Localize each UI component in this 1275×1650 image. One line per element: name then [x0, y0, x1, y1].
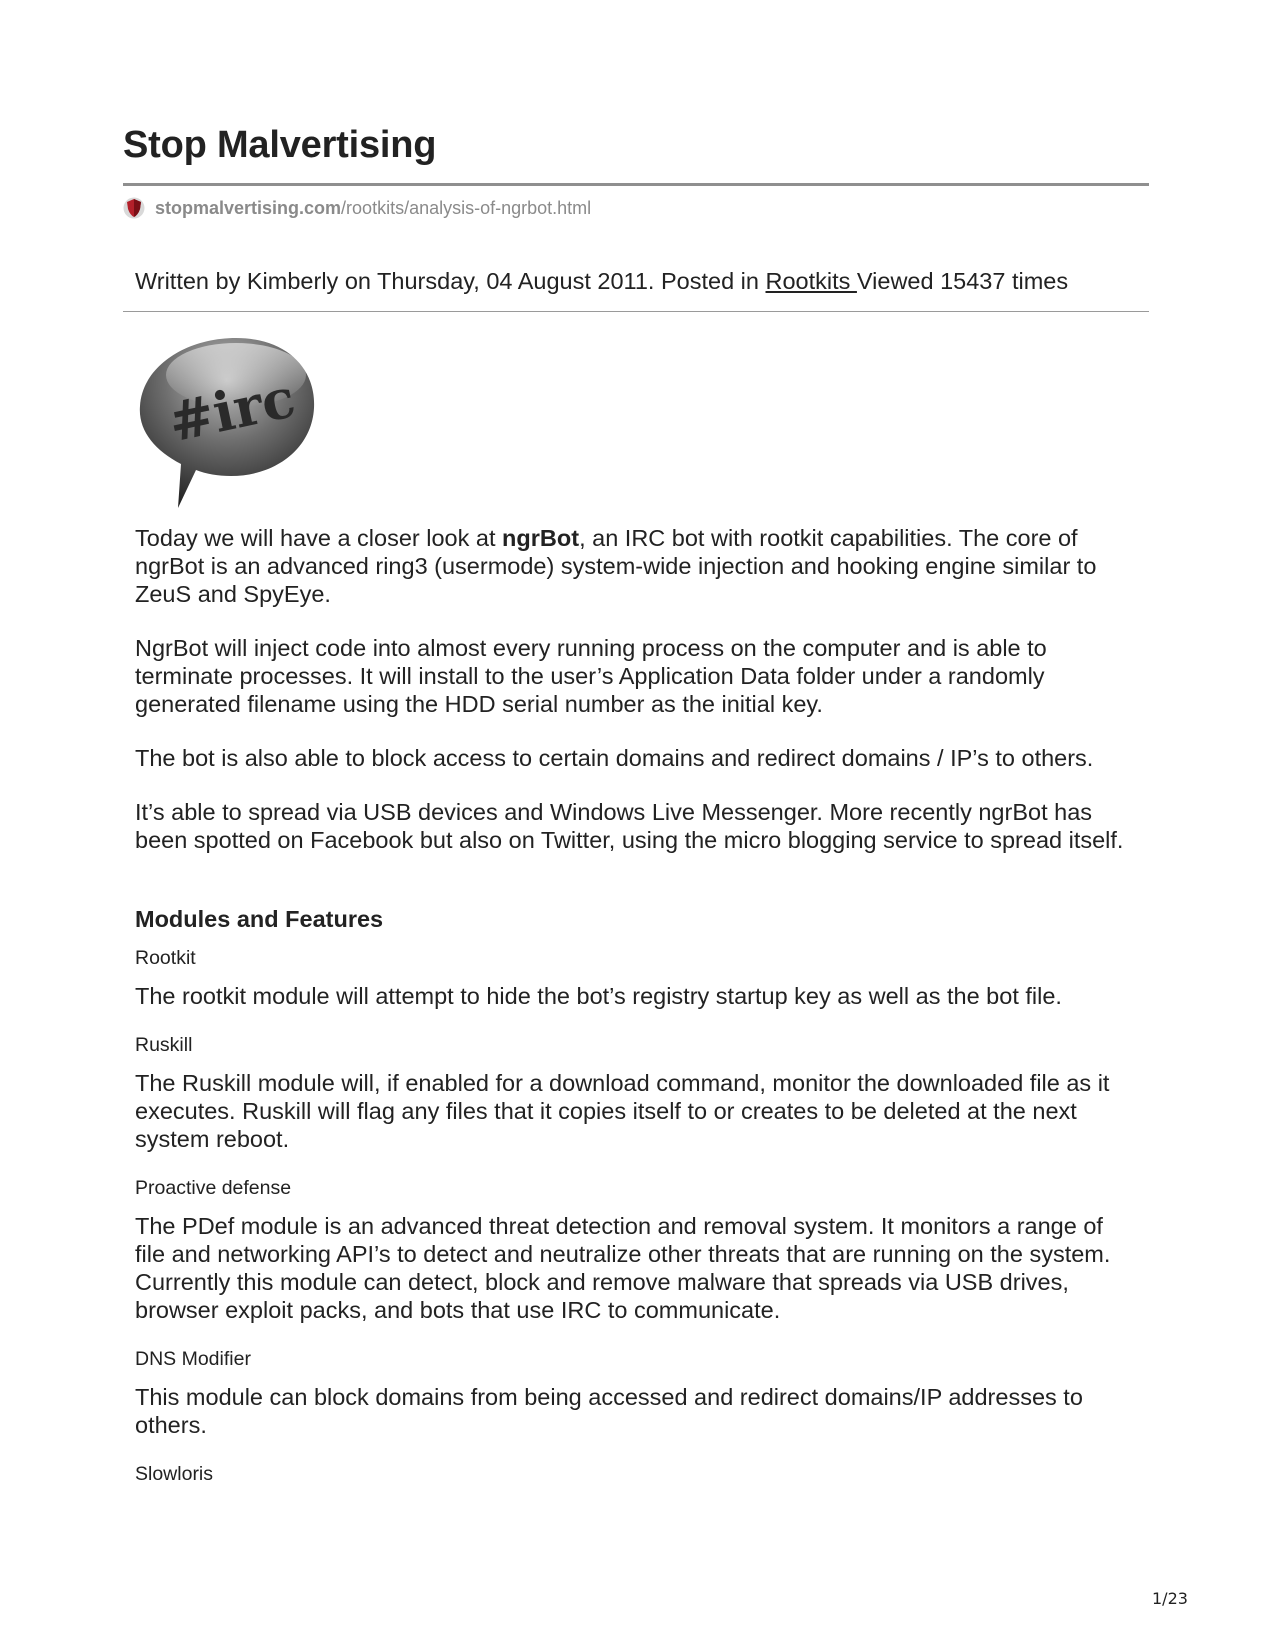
article-meta: [135, 268, 1068, 295]
meta-view-count: Viewed 15437 times: [856, 268, 1069, 294]
intro-paragraph-3: The bot is also able to block access to certain domains and redirect domains / IP’s to others.: [135, 745, 1094, 771]
intro-paragraph-1: [135, 524, 1135, 608]
url-path: /rootkits/analysis-of-ngrbot.html: [341, 197, 592, 218]
meta-divider: [123, 311, 1149, 312]
module-text-ruskill: The Ruskill module will, if enabled for a download command, monitor the downloaded file as it executes. Ruskill will flag any files that it copies itself to or creates to be deleted at the next system reboot.: [135, 1070, 1110, 1152]
ngrbot-bold: ngrBot: [502, 525, 580, 551]
irc-logo-text: #irc: [162, 365, 301, 455]
modules-heading: Modules and Features: [135, 906, 384, 932]
page-title: Stop Malvertising: [123, 124, 437, 166]
article-body: [135, 524, 1135, 1498]
module-title-ruskill: Ruskill: [135, 1034, 193, 1056]
module-title-slowloris: Slowloris: [135, 1463, 214, 1485]
intro-paragraph-4: It’s able to spread via USB devices and Windows Live Messenger. More recently ngrBot has been spotted on Facebook but also on Twitter, using the micro blogging service to spread itself.: [135, 799, 1124, 853]
module-text-rootkit: The rootkit module will attempt to hide the bot’s registry startup key as well as the bot file.: [135, 983, 1062, 1009]
intro-text-cont: , an IRC bot with rootkit capabilities. The core of ngrBot is an advanced ring3 (usermode) system-wide injection and hooking engine similar to ZeuS and SpyEye.: [135, 525, 1097, 607]
module-title-rootkit: Rootkit: [135, 947, 196, 969]
category-link[interactable]: Rootkits: [765, 268, 857, 294]
intro-text: Today we will have a closer look at: [135, 525, 503, 551]
shield-icon: [123, 196, 145, 220]
meta-author-date: Written by Kimberly on Thursday, 04 August 2011. Posted in: [135, 268, 766, 294]
url-domain: stopmalvertising.com: [155, 197, 342, 218]
module-title-dns-modifier: DNS Modifier: [135, 1348, 251, 1370]
module-title-proactive-defense: Proactive defense: [135, 1177, 292, 1199]
page-number: 1/23: [1152, 1589, 1188, 1608]
irc-chat-bubble-icon: [136, 330, 336, 515]
module-text-dns-modifier: This module can block domains from being accessed and redirect domains/IP addresses to others.: [135, 1384, 1083, 1438]
intro-paragraph-2: NgrBot will inject code into almost every running process on the computer and is able to terminate processes. It will install to the user’s Application Data folder under a randomly generated filename using the HDD serial number as the initial key.: [135, 635, 1047, 717]
source-url[interactable]: [123, 196, 591, 220]
title-divider: [123, 183, 1149, 186]
module-text-proactive-defense: The PDef module is an advanced threat detection and removal system. It monitors a range of file and networking API’s to detect and neutralize other threats that are running on the system. Currently this module can detect, block and remove malware that spreads via USB drives, browser exploit packs, and bots that use IRC to communicate.: [135, 1213, 1111, 1323]
